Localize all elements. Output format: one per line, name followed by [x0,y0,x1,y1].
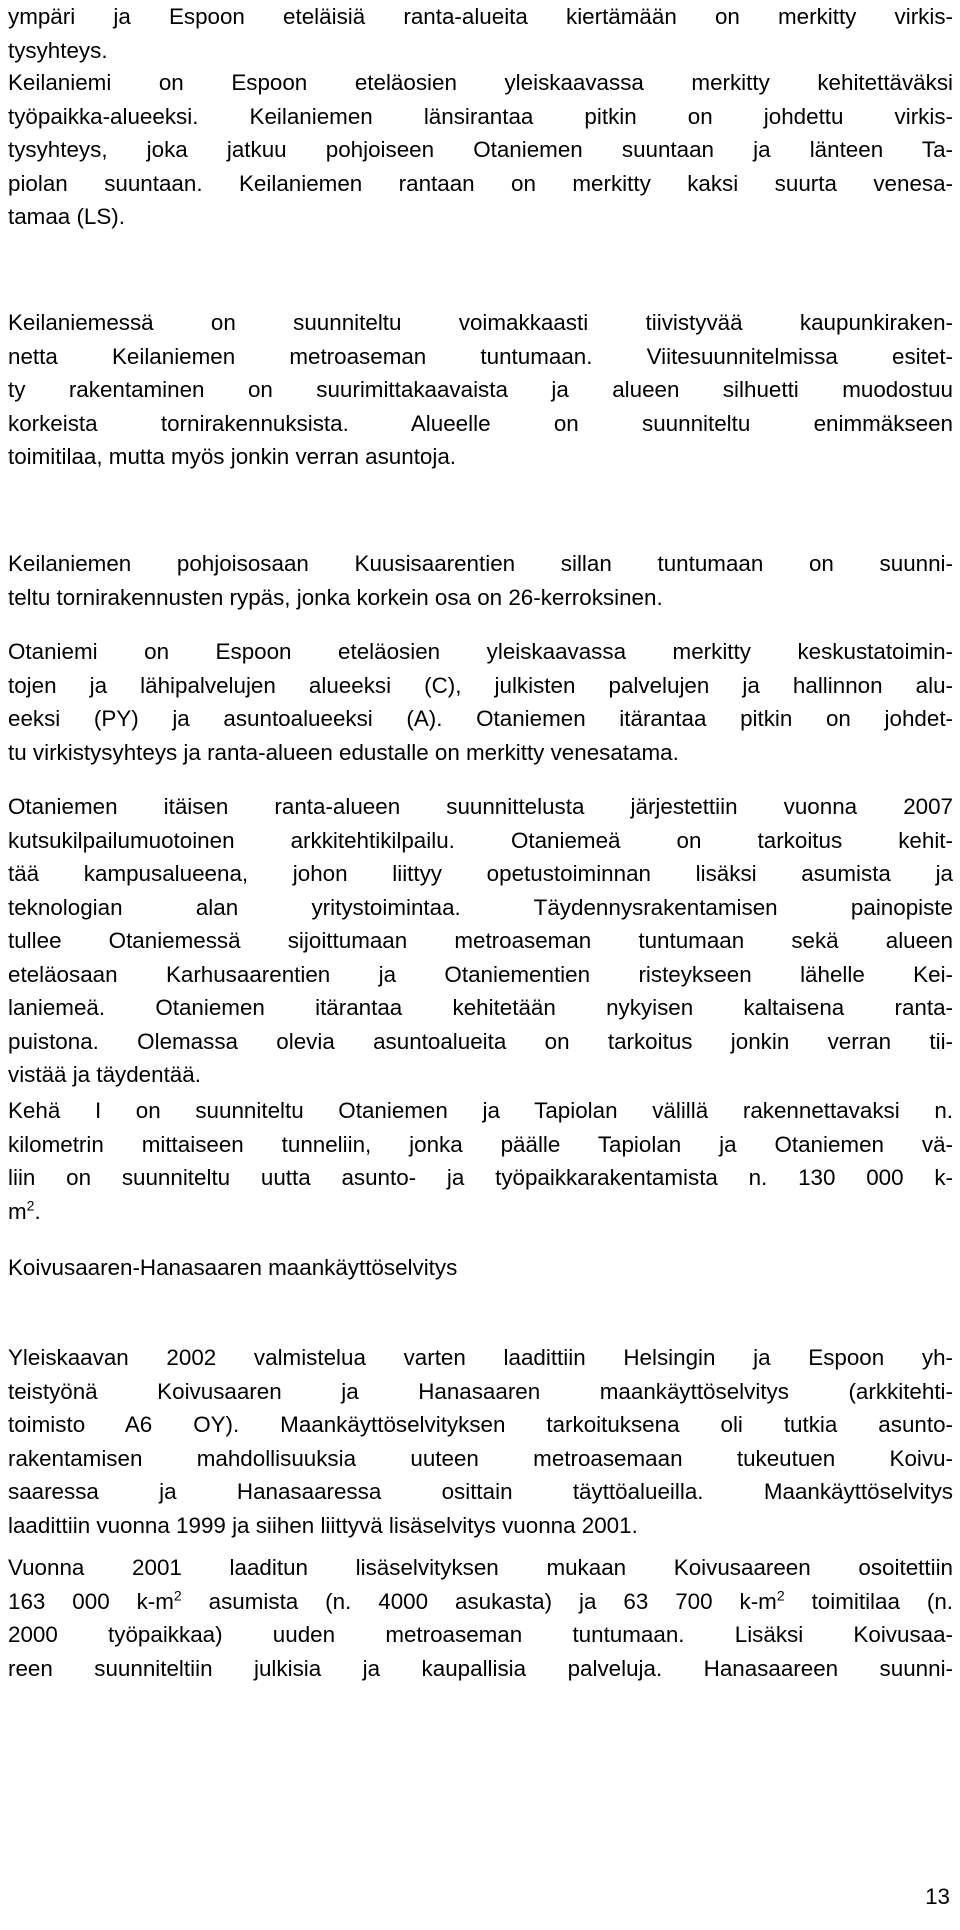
text-line: teknologian alan yritystoimintaa. Täydennysrakentamisen painopiste [8,894,953,920]
section-heading [8,1251,953,1285]
paragraph-2 [8,66,953,234]
text-line: tysyhteys. [8,37,108,63]
text-line: tojen ja lähipalvelujen alueeksi (C), julkisten palvelujen ja hallinnon alu- [8,672,953,698]
punctuation: . [34,1198,41,1224]
superscript: 2 [173,1587,182,1604]
text-line: eeksi (PY) ja asuntoalueeksi (A). Otaniemen itärantaa pitkin on johdet- [8,706,953,731]
text-line: tu virkistysyhteys ja ranta-alueen edustalle on merkitty venesatama. [8,739,679,765]
text-line: laniemeä. Otaniemen itärantaa kehitetään nykyisen kaltaisena ranta- [8,995,953,1020]
heading-text: Koivusaaren-Hanasaaren maankäyttöselvitys [8,1255,458,1280]
paragraph-8 [8,1341,953,1542]
text-line: reen suunniteltiin julkisia ja kaupallisia palveluja. Hanasaareen suunni- [8,1655,953,1681]
text-line: eteläosaan Karhusaarentien ja Otaniementien risteykseen lähelle Kei- [8,961,953,987]
text-segment: asumista (n. 4000 asukasta) ja 63 700 k-m [181,1588,777,1614]
unit-text: m [8,1198,27,1224]
text-line: Otaniemi on Espoon eteläosien yleiskaavassa merkitty keskustatoimin- [8,639,953,664]
text-line: kilometrin mittaiseen tunneliin, jonka päälle Tapiolan ja Otaniemen vä- [8,1131,953,1157]
text-line: ty rakentaminen on suurimittakaavaista ja alueen silhuetti muodostuu [8,377,953,402]
text-line: Otaniemen itäisen ranta-alueen suunnittelusta järjestettiin vuonna 2007 [8,794,953,819]
text-line: tysyhteys, joka jatkuu pohjoiseen Otaniemen suuntaan ja länteen Ta- [8,137,953,162]
text-line: toimitilaa, mutta myös jonkin verran asuntoja. [8,444,457,469]
text-line: Keilaniemi on Espoon eteläosien yleiskaavassa merkitty kehitettäväksi [8,70,953,95]
paragraph-9 [8,1551,953,1685]
text-line: Keilaniemessä on suunniteltu voimakkaasti tiivistyvää kaupunkiraken- [8,310,953,335]
text-line: piolan suuntaan. Keilaniemen rantaan on merkitty kaksi suurta venesa- [8,170,953,196]
page-number: 13 [925,1884,950,1909]
text-line: Vuonna 2001 laaditun lisäselvityksen mukaan Koivusaareen osoitettiin [8,1555,953,1580]
text-line: tää kampusalueena, johon liittyy opetustoiminnan lisäksi asumista ja [8,861,953,886]
text-segment: toimitilaa (n. [784,1588,954,1614]
paragraph-6 [8,790,953,1092]
text-line: tamaa (LS). [8,204,125,229]
text-line: netta Keilaniemen metroaseman tuntumaan. Viitesuunnitelmissa esitet- [8,343,953,369]
paragraph-7 [8,1094,953,1228]
text-line: rakentamisen mahdollisuuksia uuteen metroasemaan tukeutuen Koivu- [8,1445,953,1471]
text-line [8,1195,953,1229]
superscript: 2 [26,1197,35,1214]
paragraph-5 [8,635,953,769]
text-line [8,1585,953,1619]
text-line: Keilaniemen pohjoisosaan Kuusisaarentien sillan tuntumaan on suunni- [8,551,953,576]
paragraph-3 [8,306,953,474]
paragraph-1 [8,0,953,67]
text-line: Yleiskaavan 2002 valmistelua varten laadittiin Helsingin ja Espoon yh- [8,1345,953,1370]
text-line: tullee Otaniemessä sijoittumaan metroaseman tuntumaan sekä alueen [8,928,953,953]
text-line: teistyönä Koivusaaren ja Hanasaaren maankäyttöselvitys (arkkitehti- [8,1378,953,1404]
text-line: vistää ja täydentää. [8,1062,201,1087]
text-line: teltu tornirakennusten rypäs, jonka korkein osa on 26-kerroksinen. [8,584,663,610]
text-line: laadittiin vuonna 1999 ja siihen liittyvä lisäselvitys vuonna 2001. [8,1512,638,1538]
text-line: toimisto A6 OY). Maankäyttöselvityksen tarkoituksena oli tutkia asunto- [8,1412,953,1437]
text-line: puistona. Olemassa olevia asuntoalueita on tarkoitus jonkin verran tii- [8,1028,953,1054]
text-line: ympäri ja Espoon eteläisiä ranta-alueita kiertämään on merkitty virkis- [8,4,953,29]
text-line: saaressa ja Hanasaaressa osittain täyttöalueilla. Maankäyttöselvitys [8,1479,953,1504]
text-segment: 163 000 k-m [8,1588,174,1614]
text-line: liin on suunniteltu uutta asunto- ja työpaikkarakentamista n. 130 000 k- [8,1165,953,1190]
text-line: Kehä I on suunniteltu Otaniemen ja Tapiolan välillä rakennettavaksi n. [8,1098,953,1123]
text-line: 2000 työpaikkaa) uuden metroaseman tuntumaan. Lisäksi Koivusaa- [8,1622,953,1647]
text-line: korkeista tornirakennuksista. Alueelle on suunniteltu enimmäkseen [8,410,953,436]
paragraph-4 [8,547,953,614]
superscript: 2 [776,1587,785,1604]
text-line: kutsukilpailumuotoinen arkkitehtikilpailu. Otaniemeä on tarkoitus kehit- [8,827,953,853]
text-line: työpaikka-alueeksi. Keilaniemen länsirantaa pitkin on johdettu virkis- [8,103,953,129]
